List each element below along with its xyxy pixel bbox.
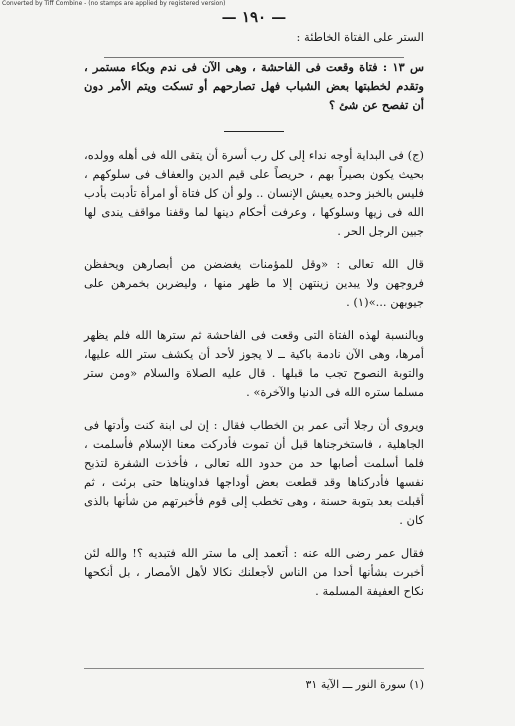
answer-paragraph-4: [84, 416, 424, 530]
header-rule: [104, 57, 404, 58]
answer-paragraph-1: [84, 146, 424, 241]
section-title: الستر على الفتاة الخاطئة :: [296, 30, 424, 44]
question-text: س ١٣ : فتاة وقعت فى الفاحشة ، وهى الآن فى ندم وبكاء مستمر ، وتقدم لخطبتها بعض الشباب فهل تصارحهم أو تسكت ويتم الأمر دون أن تفصح عن شئ ؟: [84, 60, 424, 112]
footnote-rule: [84, 668, 424, 669]
answer-text-5: فقال عمر رضى الله عنه : أتعمد إلى ما ستر الله فتبديه ؟! والله لئن أخبرت بشأنها أحدا من الناس لأجعلنك نكالا لأهل الأمصار ، بل أنكحها نكاح العفيفة المسلمة .: [84, 546, 424, 598]
answer-paragraph-2: [84, 255, 424, 312]
footnote: (١) سورة النور ـــ الآية ٣١: [305, 678, 424, 691]
answer-text-3: وبالنسبة لهذه الفتاة التى وقعت فى الفاحشة ثم سترها الله فلم يظهر أمرها، وهى الآن نادمة باكية ــ لا يجوز لأحد أن يكشف ستر الله عليها، والتوبة النصوح تجب ما قبلها . قال عليه الصلاة والسلام «ومن ستر مسلما ستره الله فى الدنيا والآخرة» .: [84, 328, 424, 399]
answer-paragraph-3: [84, 326, 424, 402]
answer-text-1: (ج) فى البداية أوجه نداء إلى كل رب أسرة أن يتقى الله فى أهله وولده، بحيث يكون بصيراً بهم ، حريصاً على قيم الدين والعفاف فى سلوكهم ، فليس بالخبز وحده يعيش الإنسان .. ولو أن كل فتاة أو امرأة تأدبت بأدب الله فى زيها وسلوكها ، وعرفت أحكام دينها لما وقفنا مواقف يندى لها جبين الرجل الحر .: [84, 148, 424, 238]
answer-text-2: قال الله تعالى : «وقل للمؤمنات يغضضن من أبصارهن ويحفظن فروجهن ولا يبدين زينتهن إلا ما ظهر منها ، وليضربن بخمرهن على جيوبهن ...»(١) .: [84, 257, 424, 309]
document-page: [84, 8, 424, 615]
answer-text-4: ويروى أن رجلا أتى عمر بن الخطاب فقال : إن لى ابنة كنت وأدتها فى الجاهلية ، فاستخرجناها قبل أن تموت فأدركت معنا الإسلام فأسلمت ، فلما أسلمت أصابها حد من حدود الله تعالى ، فأخذت الشفرة لتذبح نفسها فأدركناها وقد قطعت بعض أوداجها فداويناها حتى برئت ، ثم أقبلت بعد بتوبة حسنة ، وهى تخطب إلى قوم فأخبرتهم من شأنها بالذى كان .: [84, 418, 424, 527]
converter-banner: Converted by Tiff Combine - (no stamps are applied by registered version): [2, 0, 226, 7]
question-block: [84, 58, 424, 115]
page-number: — ١٩٠ —: [221, 8, 287, 26]
section-divider: [224, 131, 284, 132]
answer-paragraph-5: [84, 544, 424, 601]
